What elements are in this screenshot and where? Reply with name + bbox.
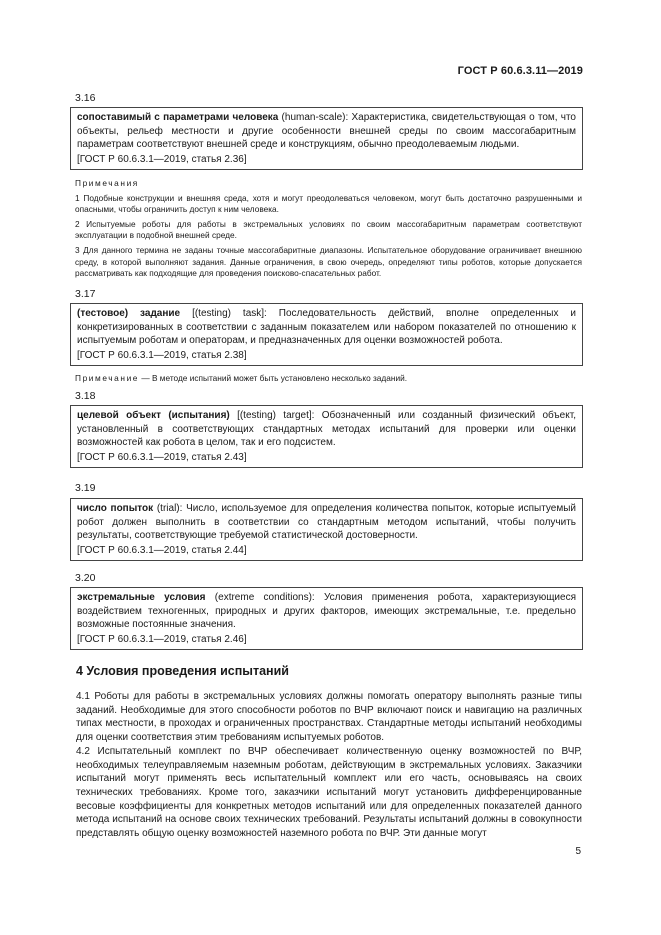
term-number: 3.20 — [75, 572, 96, 584]
note-heading: Примечание — [75, 373, 140, 383]
term-name: сопоставимый с параметрами человека — [77, 112, 279, 123]
term-name: (тестовое) задание — [77, 308, 181, 319]
term-text: (extreme conditions): Условия применения робота, характеризующиеся воздействием техногенных, природных и других факторов, имеющих экстремальные, т.е. предельно возможные постоянные значения. — [77, 592, 576, 631]
notes-block — [75, 178, 582, 283]
note-text: — В методе испытаний может быть установлено несколько заданий. — [139, 373, 408, 383]
section-body — [76, 690, 582, 841]
term-definition-box — [70, 107, 583, 170]
paragraph: 4.2 Испытательный комплект по ВЧР обеспечивает количественную оценку возможностей по ВЧР, необходимых телеуправляемым наземным роботам, действующим в экстремальных условиях. Заказчики испытаний могут применять весь испытательный комплект или его часть, основываясь на своих технических требованиях. Кроме того, заказчики испытаний могут установить дифференцированные весовые коэффициенты для конкретных методов испытаний или для определенных показателей данного метода испытаний на основе своих технических требований. Результаты испытаний должны в совокупности представлять общую оценку возможностей наземного робота по ВЧР. Эти данные могут — [76, 745, 582, 840]
term-source: [ГОСТ Р 60.6.3.1—2019, статья 2.36] — [77, 153, 247, 165]
term-text: (trial): Число, используемое для определения количества попыток, которые испытуемый робот должен выполнить в соответствии со стандартным методом испытаний, чтобы получить результаты, соответствующие требуемой статистической достоверности. — [77, 503, 577, 542]
term-name: число попыток — [77, 503, 154, 514]
term-text: (human-scale): Характеристика, свидетельствующая о том, что объекты, рельеф местности и другие особенности внешней среды по своим массогабаритным параметрам соответствуют внешней среде и конструкциям, обычно преодолеваемым людьми. — [77, 112, 576, 151]
term-name: целевой объект (испытания) — [77, 410, 230, 421]
term-definition-box — [70, 303, 583, 366]
term-text: [(testing) target]: Обозначенный или созданный физический объект, установленный в соответствующих стандартных методах испытаний для проверки или оценки возможностей как робота в целом, так и его подсистем. — [77, 410, 576, 449]
term-source: [ГОСТ Р 60.6.3.1—2019, статья 2.38] — [77, 349, 247, 361]
note-item: 3 Для данного термина не заданы точные массогабаритные диапазоны. Испытательное оборудование ограничивает внешнюю среду, в которой выполняют задания. Данные ограничения, в свою очередь, определяют типы роботов, которые допускается рассматривать как подходящие для проведения поисково-спасательных работ. — [75, 244, 582, 279]
term-number: 3.19 — [75, 482, 96, 494]
note-item: 2 Испытуемые роботы для работы в экстремальных условиях по своим массогабаритным параметрам соответствуют эксплуатации в подобной внешней среде. — [75, 218, 582, 241]
term-source: [ГОСТ Р 60.6.3.1—2019, статья 2.43] — [77, 451, 247, 463]
paragraph: 4.1 Роботы для работы в экстремальных условиях должны помогать оператору выполнять разные типы заданий. Необходимые для этого способности роботов по ВЧР включают поиск и навигацию на различных типах местности, в проходах и ограниченных пространствах. Стандартные методы испытаний необходимы для оценки соответствия этим требованиям испытуемых роботов. — [76, 691, 582, 744]
term-number: 3.16 — [75, 92, 96, 104]
term-definition-box — [70, 405, 583, 468]
term-number: 3.18 — [75, 390, 96, 402]
term-source: [ГОСТ Р 60.6.3.1—2019, статья 2.46] — [77, 633, 247, 645]
term-number: 3.17 — [75, 288, 96, 300]
notes-heading: Примечания — [75, 178, 139, 188]
section-title: 4 Условия проведения испытаний — [76, 664, 289, 678]
term-name: экстремальные условия — [77, 592, 206, 603]
term-definition-box — [70, 587, 583, 650]
page-number: 5 — [575, 846, 581, 857]
note-item: 1 Подобные конструкции и внешняя среда, хотя и могут преодолеваться человеком, могут быть достаточно разрушенными и опасными, чтобы ограничить доступ к ним человека. — [75, 192, 582, 215]
term-definition-box — [70, 498, 583, 561]
note-single — [75, 373, 582, 388]
standard-code: ГОСТ Р 60.6.3.11—2019 — [457, 65, 583, 77]
term-text: [(testing) task]: Последовательность действий, вполне определенных и конкретизированных в соответствии с заданным показателем или набором показателей по отношению к испытуемым роботам и операторам, и предназначенных для оценки возможностей робота. — [77, 308, 576, 347]
term-source: [ГОСТ Р 60.6.3.1—2019, статья 2.44] — [77, 544, 247, 556]
